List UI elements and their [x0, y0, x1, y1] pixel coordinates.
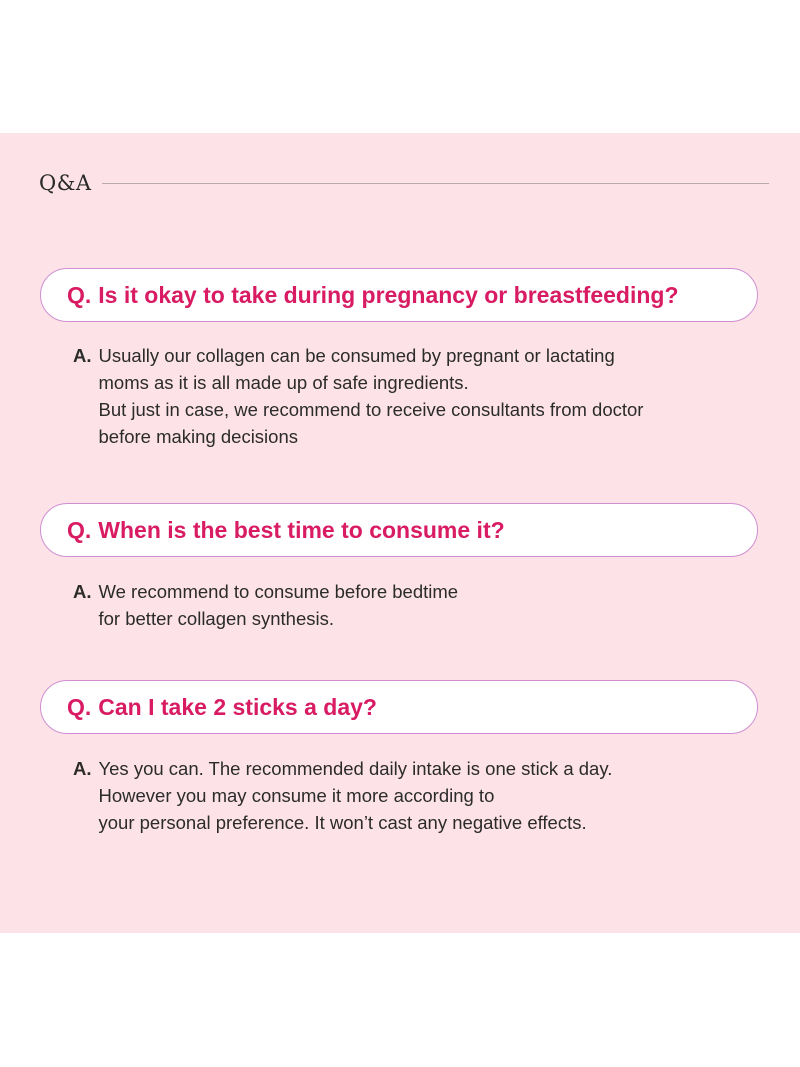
question-prefix: Q. [67, 693, 92, 720]
question-box-3 [40, 680, 758, 734]
answer-line: We recommend to consume before bedtime [98, 581, 459, 602]
answer-prefix: A. [73, 581, 92, 602]
question-text: When is the best time to consume it? [98, 516, 505, 543]
question-box-2 [40, 503, 758, 557]
answer-line: Yes you can. The recommended daily intake is one stick a day. [98, 758, 613, 779]
answer-line: your personal preference. It won’t cast any negative effects. [98, 812, 587, 833]
answer-prefix: A. [73, 345, 92, 366]
question-text: Can I take 2 sticks a day? [98, 693, 377, 720]
answer-line: However you may consume it more according to [98, 785, 495, 806]
answer-line: for better collagen synthesis. [98, 608, 334, 629]
question-text: Is it okay to take during pregnancy or breastfeeding? [98, 281, 679, 308]
answer-prefix: A. [73, 758, 92, 779]
qa-heading-row [39, 168, 769, 198]
answer-block-1 [73, 342, 643, 450]
question-prefix: Q. [67, 516, 92, 543]
answer-line: Usually our collagen can be consumed by pregnant or lactating [98, 345, 615, 366]
question-box-1 [40, 268, 758, 322]
answer-block-3 [73, 755, 612, 836]
answer-line: before making decisions [98, 426, 298, 447]
question-prefix: Q. [67, 281, 92, 308]
answer-block-2 [73, 578, 458, 632]
answer-line: moms as it is all made up of safe ingredients. [98, 372, 469, 393]
answer-line: But just in case, we recommend to receive consultants from doctor [98, 399, 644, 420]
qa-heading: Q&A [39, 171, 92, 195]
heading-divider [102, 183, 769, 184]
